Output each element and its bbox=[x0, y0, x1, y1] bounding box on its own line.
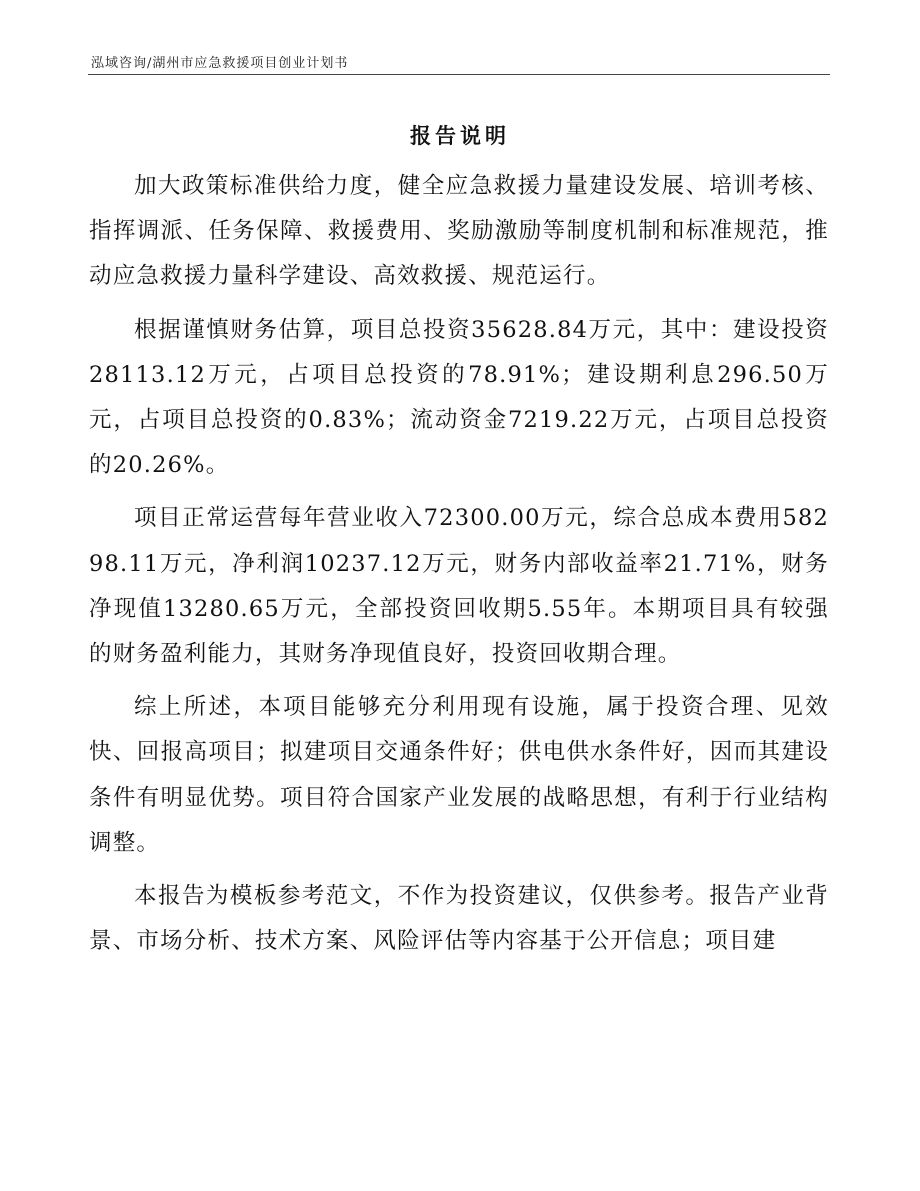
paragraph-revenue: 项目正常运营每年营业收入72300.00万元，综合总成本费用58298.11万元，净利润10237.12万元，财务内部收益率21.71%，财务净现值13280.65万元，全部投资回收期5.55年。本期项目具有较强的财务盈利能力，其财务净现值良好，投资回收期合理。 bbox=[89, 505, 829, 668]
page-title: 报告说明 bbox=[410, 123, 510, 148]
header-divider bbox=[88, 74, 830, 75]
document-body bbox=[89, 164, 829, 964]
running-header: 泓域咨询/湖州市应急救援项目创业计划书 bbox=[91, 56, 349, 71]
paragraph-disclaimer: 本报告为模板参考范文，不作为投资建议，仅供参考。报告产业背景、市场分析、技术方案、风险评估等内容基于公开信息；项目建 bbox=[89, 883, 829, 955]
paragraph-summary: 综上所述，本项目能够充分利用现有设施，属于投资合理、见效快、回报高项目；拟建项目交通条件好；供电供水条件好，因而其建设条件有明显优势。项目符合国家产业发展的战略思想，有利于行业结构调整。 bbox=[89, 694, 829, 856]
paragraph-policy: 加大政策标准供给力度，健全应急救援力量建设发展、培训考核、指挥调派、任务保障、救援费用、奖励激励等制度机制和标准规范，推动应急救援力量科学建设、高效救援、规范运行。 bbox=[89, 173, 829, 290]
paragraph-investment: 根据谨慎财务估算，项目总投资35628.84万元，其中：建设投资28113.12万元，占项目总投资的78.91%；建设期利息296.50万元，占项目总投资的0.83%；流动资金7219.22万元，占项目总投资的20.26%。 bbox=[89, 316, 829, 479]
